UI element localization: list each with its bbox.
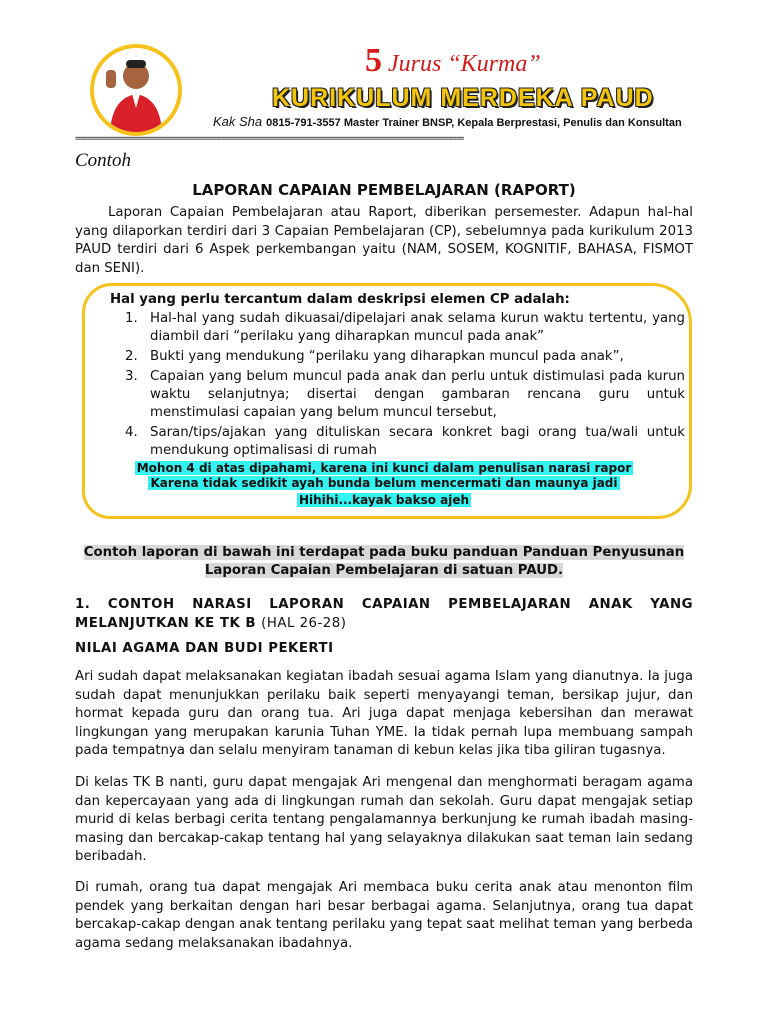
list-text: Capaian yang belum muncul pada anak dan perlu untuk distimulasi pada kurun waktu selanjutnya; disertai dengan gambaran rencana guru untuk menstimulasi capaian yang belum muncul tersebut,: [150, 369, 685, 420]
person-avatar-icon: [94, 48, 178, 132]
note-line: [0, 545, 768, 560]
contact-text: 0815-791-3557 Master Trainer BNSP, Kepala Berprestasi, Penulis dan Konsultan: [266, 117, 682, 129]
header-subtitle-text: Jurus “Kurma”: [388, 51, 541, 77]
document-title: LAPORAN CAPAIAN PEMBELAJARAN (RAPORT): [192, 181, 576, 199]
section-subtitle: NILAI AGAMA DAN BUDI PEKERTI: [75, 641, 334, 656]
author-photo: [90, 44, 182, 136]
contoh-label: Contoh: [75, 150, 131, 171]
section-title-text: 1. CONTOH NARASI LAPORAN CAPAIAN PEMBELAJARAN ANAK YANG MELANJUTKAN KE TK B: [75, 597, 693, 631]
note-text: Laporan Capaian Pembelajaran di satuan PAUD.: [204, 563, 564, 578]
author-name: Kak Sha: [213, 114, 263, 129]
section-page-ref: (HAL 26-28): [261, 616, 347, 631]
highlight-line: [0, 493, 768, 507]
header-title: KURIKULUM MERDEKA PAUD: [272, 84, 654, 112]
page-header: [0, 0, 768, 144]
list-number: 3.: [125, 369, 138, 384]
intro-paragraph: Laporan Capaian Pembelajaran atau Raport, diberikan persemester. Adapun hal-hal yang dilaporkan terdiri dari 3 Capaian Pembelajaran (CP), sebelumnya pada kurikulum 2013 PAUD terdiri dari 6 Aspek perkembangan yaitu (NAM, SOSEM, KOGNITIF, BAHASA, FISMOT dan SENI).: [75, 205, 693, 276]
list-number: 2.: [125, 349, 138, 364]
list-item: [125, 310, 685, 346]
highlight-line: [0, 461, 768, 475]
narrative-paragraph: Di rumah, orang tua dapat mengajak Ari membaca buku cerita anak atau menonton film pendek yang berkaitan dengan hari besar berbagai agama. Selanjutnya, orang tua dapat bercakap-cakap dengan anak tentang perilaku yang tepat saat melihat teman yang berbeda agama sedang melaksanakan ibadahnya.: [75, 880, 693, 951]
list-number: 1.: [125, 311, 138, 326]
narrative-paragraph: Di kelas TK B nanti, guru dapat mengajak Ari mengenal dan menghormati beragam agama dan kepercayaan yang ada di lingkungan rumah dan sekolah. Guru dapat mengajak setiap murid di kelas berbagi cerita tentang pengalamannya berkunjung ke rumah ibadah masing-masing dan bercakap-cakap tentang hal yang selayaknya dilakukan saat teman lain sedang beribadah.: [75, 775, 693, 864]
section-title: [75, 595, 693, 633]
list-item: [125, 348, 685, 366]
list-text: Saran/tips/ajakan yang dituliskan secara konkret bagi orang tua/wali untuk mendukung optimalisasi di rumah: [150, 425, 685, 458]
highlight-text: Mohon 4 di atas dipahami, karena ini kunci dalam penulisan narasi rapor: [136, 461, 632, 475]
list-item: [125, 424, 685, 460]
box-title: Hal yang perlu tercantum dalam deskripsi elemen CP adalah:: [110, 292, 570, 307]
list-text: Hal-hal yang sudah dikuasai/dipelajari anak selama kurun waktu tertentu, yang diambil dari “perilaku yang diharapkan muncul pada anak”: [150, 311, 685, 344]
header-divider: ============================================================================================: [75, 134, 464, 144]
cp-element-list: [125, 310, 685, 462]
header-contact: [213, 114, 682, 129]
note-line: [0, 563, 768, 578]
header-number: 5: [365, 42, 382, 79]
header-subtitle: [365, 42, 541, 80]
list-number: 4.: [125, 425, 138, 440]
note-text: Contoh laporan di bawah ini terdapat pada buku panduan Panduan Penyusunan: [83, 545, 685, 560]
highlight-text: Karena tidak sedikit ayah bunda belum mencermati dan maunya jadi: [150, 476, 618, 490]
narrative-paragraph: Ari sudah dapat melaksanakan kegiatan ibadah sesuai agama Islam yang dianutnya. Ia juga sudah dapat menunjukkan perilaku baik seperti menyayangi teman, bersikap jujur, dan hormat kepada guru dan orang tua. Ari juga dapat menjaga kebersihan dan merawat lingkungan yang merupakan karunia Tuhan YME. Ia tidak pernah lupa membuang sampah pada tempatnya dan selalu menyiram tanaman di kebun kelas jika tiba giliran tugasnya.: [75, 669, 693, 758]
highlight-text: Hihihi...kayak bakso ajeh: [298, 493, 470, 507]
list-text: Bukti yang mendukung “perilaku yang diharapkan muncul pada anak”,: [150, 349, 624, 364]
list-item: [125, 368, 685, 422]
highlight-line: [0, 476, 768, 490]
